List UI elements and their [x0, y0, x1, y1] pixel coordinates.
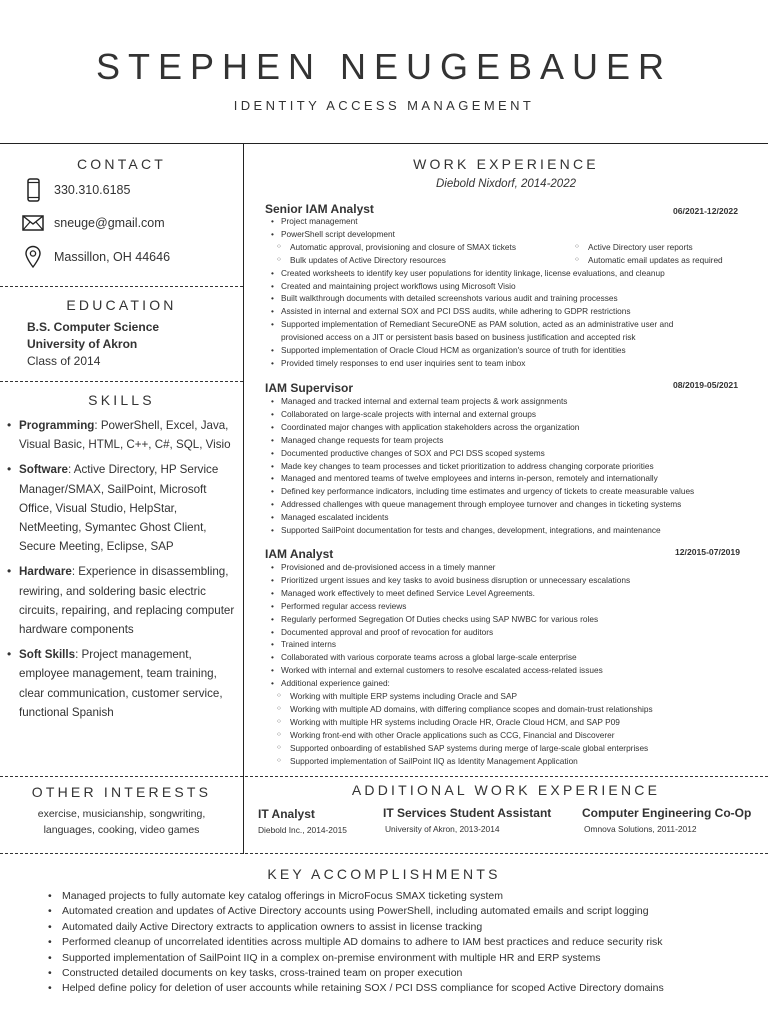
- sub-list-right: [568, 241, 723, 267]
- accomplishments-title: KEY ACCOMPLISHMENTS: [267, 866, 501, 882]
- sub-list-left: [270, 241, 568, 267]
- additional-title: ADDITIONAL WORK EXPERIENCE: [351, 782, 661, 798]
- candidate-name: STEPHEN NEUGEBAUER: [95, 46, 673, 87]
- list-item: • Created and maintaining project workflows using Microsoft Visio: [270, 280, 760, 293]
- interests-line-2: languages, cooking, video games: [43, 824, 200, 836]
- skill-label: Programming: [19, 419, 95, 432]
- skills-list: [6, 416, 238, 728]
- list-item: • Managed and mentored teams of twelve employees and interns in-person, remotely and internationally: [270, 472, 760, 485]
- list-item: • Supported implementation of SailPoint IIQ in a complex on-premise environment with multiple HR and ERP systems: [46, 951, 756, 966]
- location-text: Massillon, OH 44646: [54, 250, 171, 264]
- job-dates-senior: 06/2021-12/2022: [673, 206, 738, 216]
- list-item: • Provided timely responses to end user inquiries sent to team inbox: [270, 357, 760, 370]
- skill-label: Hardware: [19, 565, 72, 579]
- list-item: • Performed cleanup of uncorrelated identities across multiple AD domains to adhere to IAM best practices and reduce security risk: [46, 935, 756, 950]
- work-company: Diebold Nixdorf, 2014-2022: [435, 178, 576, 190]
- list-item: • Created worksheets to identify key user populations for identity linkage, license evaluations, and cleanup: [270, 267, 760, 280]
- job-bullets-analyst: [270, 561, 760, 768]
- list-item: • Additional experience gained:: [270, 677, 760, 690]
- list-item: • Constructed detailed documents on key tasks, cross-trained team on proper execution: [46, 966, 756, 981]
- candidate-subtitle: IDENTITY ACCESS MANAGEMENT: [233, 98, 535, 113]
- interests-line-1: exercise, musicianship, songwriting,: [37, 808, 206, 820]
- skill-text: : Active Directory, HP Service Manager/SMAX, SailPoint, Microsoft Office, Visual Studio, HelpStar, NetMeeting, Symantec Ghost Client, Secure Meeting, Eclipse, SAP: [19, 463, 219, 554]
- list-item: • Trained interns: [270, 638, 760, 651]
- additional-title-2: IT Services Student Assistant: [383, 806, 552, 820]
- contact-email: [22, 210, 165, 236]
- contact-title: CONTACT: [76, 156, 167, 172]
- list-item: • Documented productive changes of SOX and PCI DSS scoped systems: [270, 447, 760, 460]
- header-divider: [0, 143, 768, 144]
- list-item: • Supported implementation of Remediant SecureONE as PAM solution, acted as an administrative user and: [270, 318, 760, 331]
- education-year: Class of 2014: [27, 354, 101, 368]
- list-item: • Performed regular access reviews: [270, 600, 760, 613]
- phone-text: 330.310.6185: [54, 183, 131, 197]
- interests-title: OTHER INTERESTS: [31, 784, 212, 800]
- accomplishments-list: [46, 889, 756, 997]
- skill-text: : Project management, employee management, team training, clear communication, customer service, functional Spanish: [19, 648, 223, 719]
- list-item: • Project management: [270, 215, 760, 228]
- list-item: • Provisioned and de-provisioned access in a timely manner: [270, 561, 760, 574]
- additional-sub-1: Diebold Inc., 2014-2015: [258, 825, 347, 835]
- list-item: ○ Working with multiple ERP systems including Oracle and SAP: [270, 690, 760, 703]
- envelope-icon: [22, 211, 44, 235]
- skill-label: Soft Skills: [19, 648, 76, 662]
- skill-label: Software: [19, 463, 68, 477]
- job-bullets-supervisor: [270, 395, 760, 537]
- interests-divider: [0, 776, 768, 777]
- list-item: • Collaborated with various corporate teams across a global large-scale enterprise: [270, 651, 760, 664]
- list-item: • Managed projects to fully automate key catalog offerings in MicroFocus SMAX ticketing system: [46, 889, 756, 904]
- phone-icon: [22, 178, 44, 202]
- job-title-analyst: IAM Analyst: [265, 547, 334, 561]
- list-item: • Regularly performed Segregation Of Duties checks using SAP NWBC for various roles: [270, 613, 760, 626]
- list-item: • Managed work effectively to meet defined Service Level Agreements.: [270, 587, 760, 600]
- education-school: University of Akron: [27, 337, 138, 351]
- list-item: • Automated daily Active Directory extracts to application owners to assist in license tracking: [46, 920, 756, 935]
- list-item: ○ Supported onboarding of established SAP systems during merge of large-scale global enterprises: [270, 742, 760, 755]
- list-item: • Helped define policy for deletion of user accounts while retaining SOX / PCI DSS compliance for scoped Active Directory domains: [46, 981, 756, 996]
- skill-text: : PowerShell, Excel, Java, Visual Basic, HTML, C++, C#, SQL, Visio: [19, 419, 231, 452]
- skill-text: : Experience in disassembling, rewiring, and soldering basic electric circuits, repairing, and replacing computer hardware components: [19, 565, 235, 637]
- additional-sub-3: Omnova Solutions, 2011-2012: [584, 824, 697, 834]
- contact-location: [22, 244, 170, 270]
- list-item: • Defined key performance indicators, including time estimates and urgency of tickets to create measurable values: [270, 485, 760, 498]
- job-title-supervisor: IAM Supervisor: [265, 381, 354, 395]
- list-item: • Coordinated major changes with application stakeholders across the organization: [270, 421, 760, 434]
- email-text: sneuge@gmail.com: [54, 216, 165, 230]
- accomplishments-divider: [0, 853, 768, 854]
- list-item: • Automated creation and updates of Active Directory accounts using PowerShell, including automated emails and script logging: [46, 904, 756, 919]
- list-item: • Managed change requests for team projects: [270, 434, 760, 447]
- job-title-senior: Senior IAM Analyst: [265, 202, 374, 216]
- job-dates-supervisor: 08/2019-05/2021: [673, 380, 738, 390]
- list-item: • PowerShell script development: [270, 228, 760, 241]
- additional-title-3: Computer Engineering Co-Op: [582, 806, 752, 820]
- education-divider: [0, 381, 243, 382]
- list-item: • Addressed challenges with queue management through employee turnover and changes in ticketing systems: [270, 498, 760, 511]
- sub-list-experience: [270, 690, 760, 767]
- list-item: • Managed and tracked internal and external team projects & work assignments: [270, 395, 760, 408]
- job-bullets-senior: [270, 215, 760, 370]
- list-item: ○ Working with multiple HR systems including Oracle HR, Oracle Cloud HCM, and SAP P09: [270, 716, 760, 729]
- list-item: • Managed escalated incidents: [270, 511, 760, 524]
- contact-phone: [22, 177, 130, 203]
- list-item: ○ Automatic approval, provisioning and closure of SMAX tickets: [270, 241, 568, 254]
- list-item: ○ Automatic email updates as required: [568, 254, 723, 267]
- list-item: • Documented approval and proof of revocation for auditors: [270, 626, 760, 639]
- list-item: [6, 645, 238, 722]
- list-item-continued: provisioned access on a JIT or persistent basis based on business justification and accepted risk: [281, 332, 636, 343]
- list-item: ○ Active Directory user reports: [568, 241, 723, 254]
- list-item: [6, 416, 238, 454]
- list-item: ○ Working with multiple AD domains, with differing compliance scopes and domain-trust relationships: [270, 703, 760, 716]
- list-item: • Supported SailPoint documentation for tests and changes, development, integrations, and maintenance: [270, 524, 760, 537]
- list-item: • Prioritized urgent issues and key tasks to avoid business disruption or unnecessary escalations: [270, 574, 760, 587]
- work-title: WORK EXPERIENCE: [413, 156, 599, 172]
- list-item: [6, 562, 238, 639]
- list-item: • Worked with internal and external customers to resolve escalated access-related issues: [270, 664, 760, 677]
- education-degree: B.S. Computer Science: [27, 320, 160, 334]
- map-pin-icon: [22, 245, 44, 269]
- skills-title: SKILLS: [88, 392, 155, 408]
- list-item: • Collaborated on large-scale projects with internal and external groups: [270, 408, 760, 421]
- column-divider: [243, 143, 244, 854]
- additional-title-1: IT Analyst: [258, 807, 315, 821]
- list-item: • Built walkthrough documents with detailed screenshots various audit and training processes: [270, 292, 760, 305]
- contact-divider: [0, 286, 243, 287]
- sub-bullets: [270, 241, 760, 267]
- list-item: [6, 460, 238, 556]
- list-item: • Supported implementation of Oracle Cloud HCM as organization's source of truth for identities: [270, 344, 760, 357]
- job-dates-analyst: 12/2015-07/2019: [675, 547, 740, 557]
- additional-sub-2: University of Akron, 2013-2014: [385, 824, 500, 834]
- list-item: ○ Bulk updates of Active Directory resources: [270, 254, 568, 267]
- list-item: ○ Working front-end with other Oracle applications such as CCG, Financial and Discoverer: [270, 729, 760, 742]
- education-title: EDUCATION: [66, 297, 177, 313]
- list-item: • Made key changes to team processes and ticket prioritization to address changing corporate priorities: [270, 460, 760, 473]
- list-item: • Assisted in internal and external SOX and PCI DSS audits, while adhering to GDPR restrictions: [270, 305, 760, 318]
- list-item: ○ Supported implementation of SailPoint IIQ as Identity Management Application: [270, 755, 760, 768]
